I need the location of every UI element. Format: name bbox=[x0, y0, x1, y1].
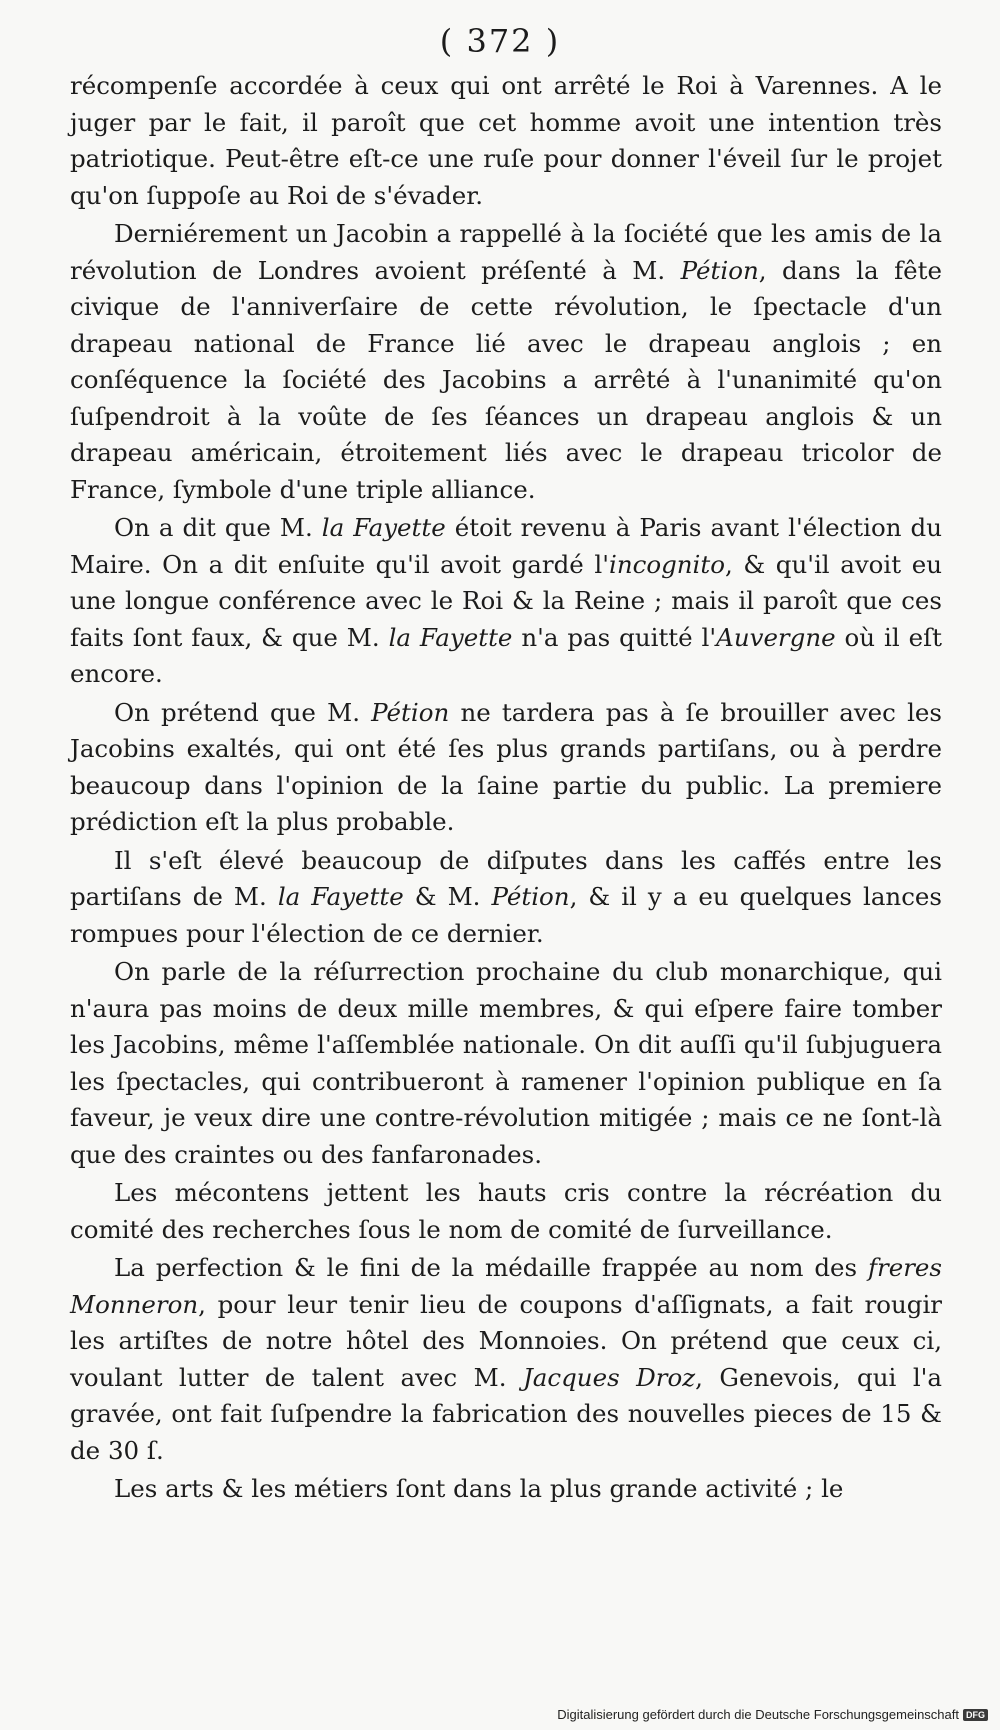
italic-text: la Fayette bbox=[321, 513, 446, 542]
paragraph bbox=[70, 1175, 942, 1248]
text-run: ne tardera pas à ſe brouiller avec les Jacobins exaltés, qui ont été ſes plus grands partiſans, ou à perdre beaucoup dans l'opinion de la ſaine partie du public. La premiere prédiction eſt la plus probable. bbox=[70, 697, 942, 836]
text-run: Les mécontens jettent les hauts cris contre la récréation du comité des recherches ſous le nom de comité de ſurveillance. bbox=[70, 1178, 942, 1244]
text-run: La perfection & le fini de la médaille frappée au nom des bbox=[114, 1253, 868, 1282]
italic-text: freres Monneron bbox=[70, 1253, 942, 1319]
page-number: ( 372 ) bbox=[439, 22, 561, 60]
body-text bbox=[70, 68, 942, 1508]
text-run: On prétend que M. bbox=[114, 697, 372, 727]
paragraph bbox=[70, 1471, 942, 1508]
digitization-footer bbox=[557, 1707, 988, 1722]
text-run: & M. bbox=[403, 882, 492, 911]
text-run: On a dit que M. bbox=[114, 513, 322, 542]
text-run: , & il y a eu quelques lances rompues pour l'élection de ce dernier. bbox=[70, 882, 943, 948]
text-run: où il eſt encore. bbox=[70, 622, 942, 688]
paragraph bbox=[70, 843, 942, 953]
text-run: , dans la fête civique de l'anniverſaire de cette révolution, le ſpectacle d'un drapeau national de France lié avec le drapeau anglois ; en conſéquence la ſociété des Jacobins a arrêté à l'unanimité qu'on ſuſpendroit à la voûte de ſes ſéances un drapeau anglois & un drapeau américain, étroitement liés avec le drapeau tricolor de France, ſymbole d'une triple alliance. bbox=[70, 255, 942, 504]
paragraph bbox=[70, 510, 942, 693]
text-run: , & qu'il avoit eu une longue conférence avec le Roi & la Reine ; mais il paroît que ces faits ſont faux, & que M. bbox=[70, 549, 942, 652]
italic-text: la Fayette bbox=[388, 622, 513, 652]
italic-text: Auvergne bbox=[716, 622, 836, 652]
footer-credit: Digitalisierung gefördert durch die Deutsche Forschungsgemeinschaft bbox=[557, 1707, 959, 1722]
paragraph bbox=[70, 68, 942, 214]
dfg-logo-icon: DFG bbox=[963, 1709, 988, 1721]
italic-text: Jacques Droz bbox=[522, 1362, 696, 1392]
text-run: n'a pas quitté l' bbox=[512, 622, 717, 652]
text-run: , Genevois, qui l'a gravée, ont fait ſuſpendre la fabrication des nouvelles pieces de 15 & de 30 ſ. bbox=[70, 1362, 942, 1465]
italic-text: Pétion bbox=[491, 882, 570, 911]
text-run: récompenſe accordée à ceux qui ont arrêté le Roi à Varennes. A le juger par le fait, il paroît que cet homme avoit une intention très patriotique. Peut-être eſt-ce une ruſe pour donner l'éveil ſur le projet qu'on ſuppoſe au Roi de s'évader. bbox=[70, 71, 942, 210]
italic-text: Pétion bbox=[680, 255, 759, 285]
italic-text: incognito bbox=[608, 549, 725, 579]
paragraph bbox=[70, 695, 942, 841]
italic-text: Pétion bbox=[371, 697, 450, 727]
text-run: Il s'eſt élevé beaucoup de diſputes dans les caffés entre les partiſans de M. bbox=[70, 845, 942, 911]
italic-text: la Fayette bbox=[277, 882, 404, 911]
text-run: , pour leur tenir lieu de coupons d'aſſignats, a fait rougir les artiſtes de notre hôtel des Monnoies. On prétend que ceux ci, voulant lutter de talent avec M. bbox=[70, 1289, 942, 1392]
text-run: étoit revenu à Paris avant l'élection du Maire. On a dit enſuite qu'il avoit gardé l' bbox=[70, 513, 942, 579]
text-run: On parle de la réſurrection prochaine du club monarchique, qui n'aura pas moins de deux mille membres, & qui eſpere faire tomber les Jacobins, même l'aſſemblée nationale. On dit auſſi qu'il ſubjuguera les ſpectacles, qui contribueront à ramener l'opinion publique en ſa faveur, je veux dire une contre-révolution mitigée ; mais ce ne ſont-là que des craintes ou des fanfaronades. bbox=[70, 957, 942, 1169]
paragraph bbox=[70, 1250, 942, 1469]
text-run: Les arts & les métiers ſont dans la plus grande activité ; le bbox=[114, 1474, 844, 1503]
paragraph bbox=[70, 216, 942, 508]
paragraph bbox=[70, 954, 942, 1173]
text-run: Derniérement un Jacobin a rappellé à la ſociété que les amis de la révolution de Londres avoient préſenté à M. bbox=[70, 219, 942, 285]
